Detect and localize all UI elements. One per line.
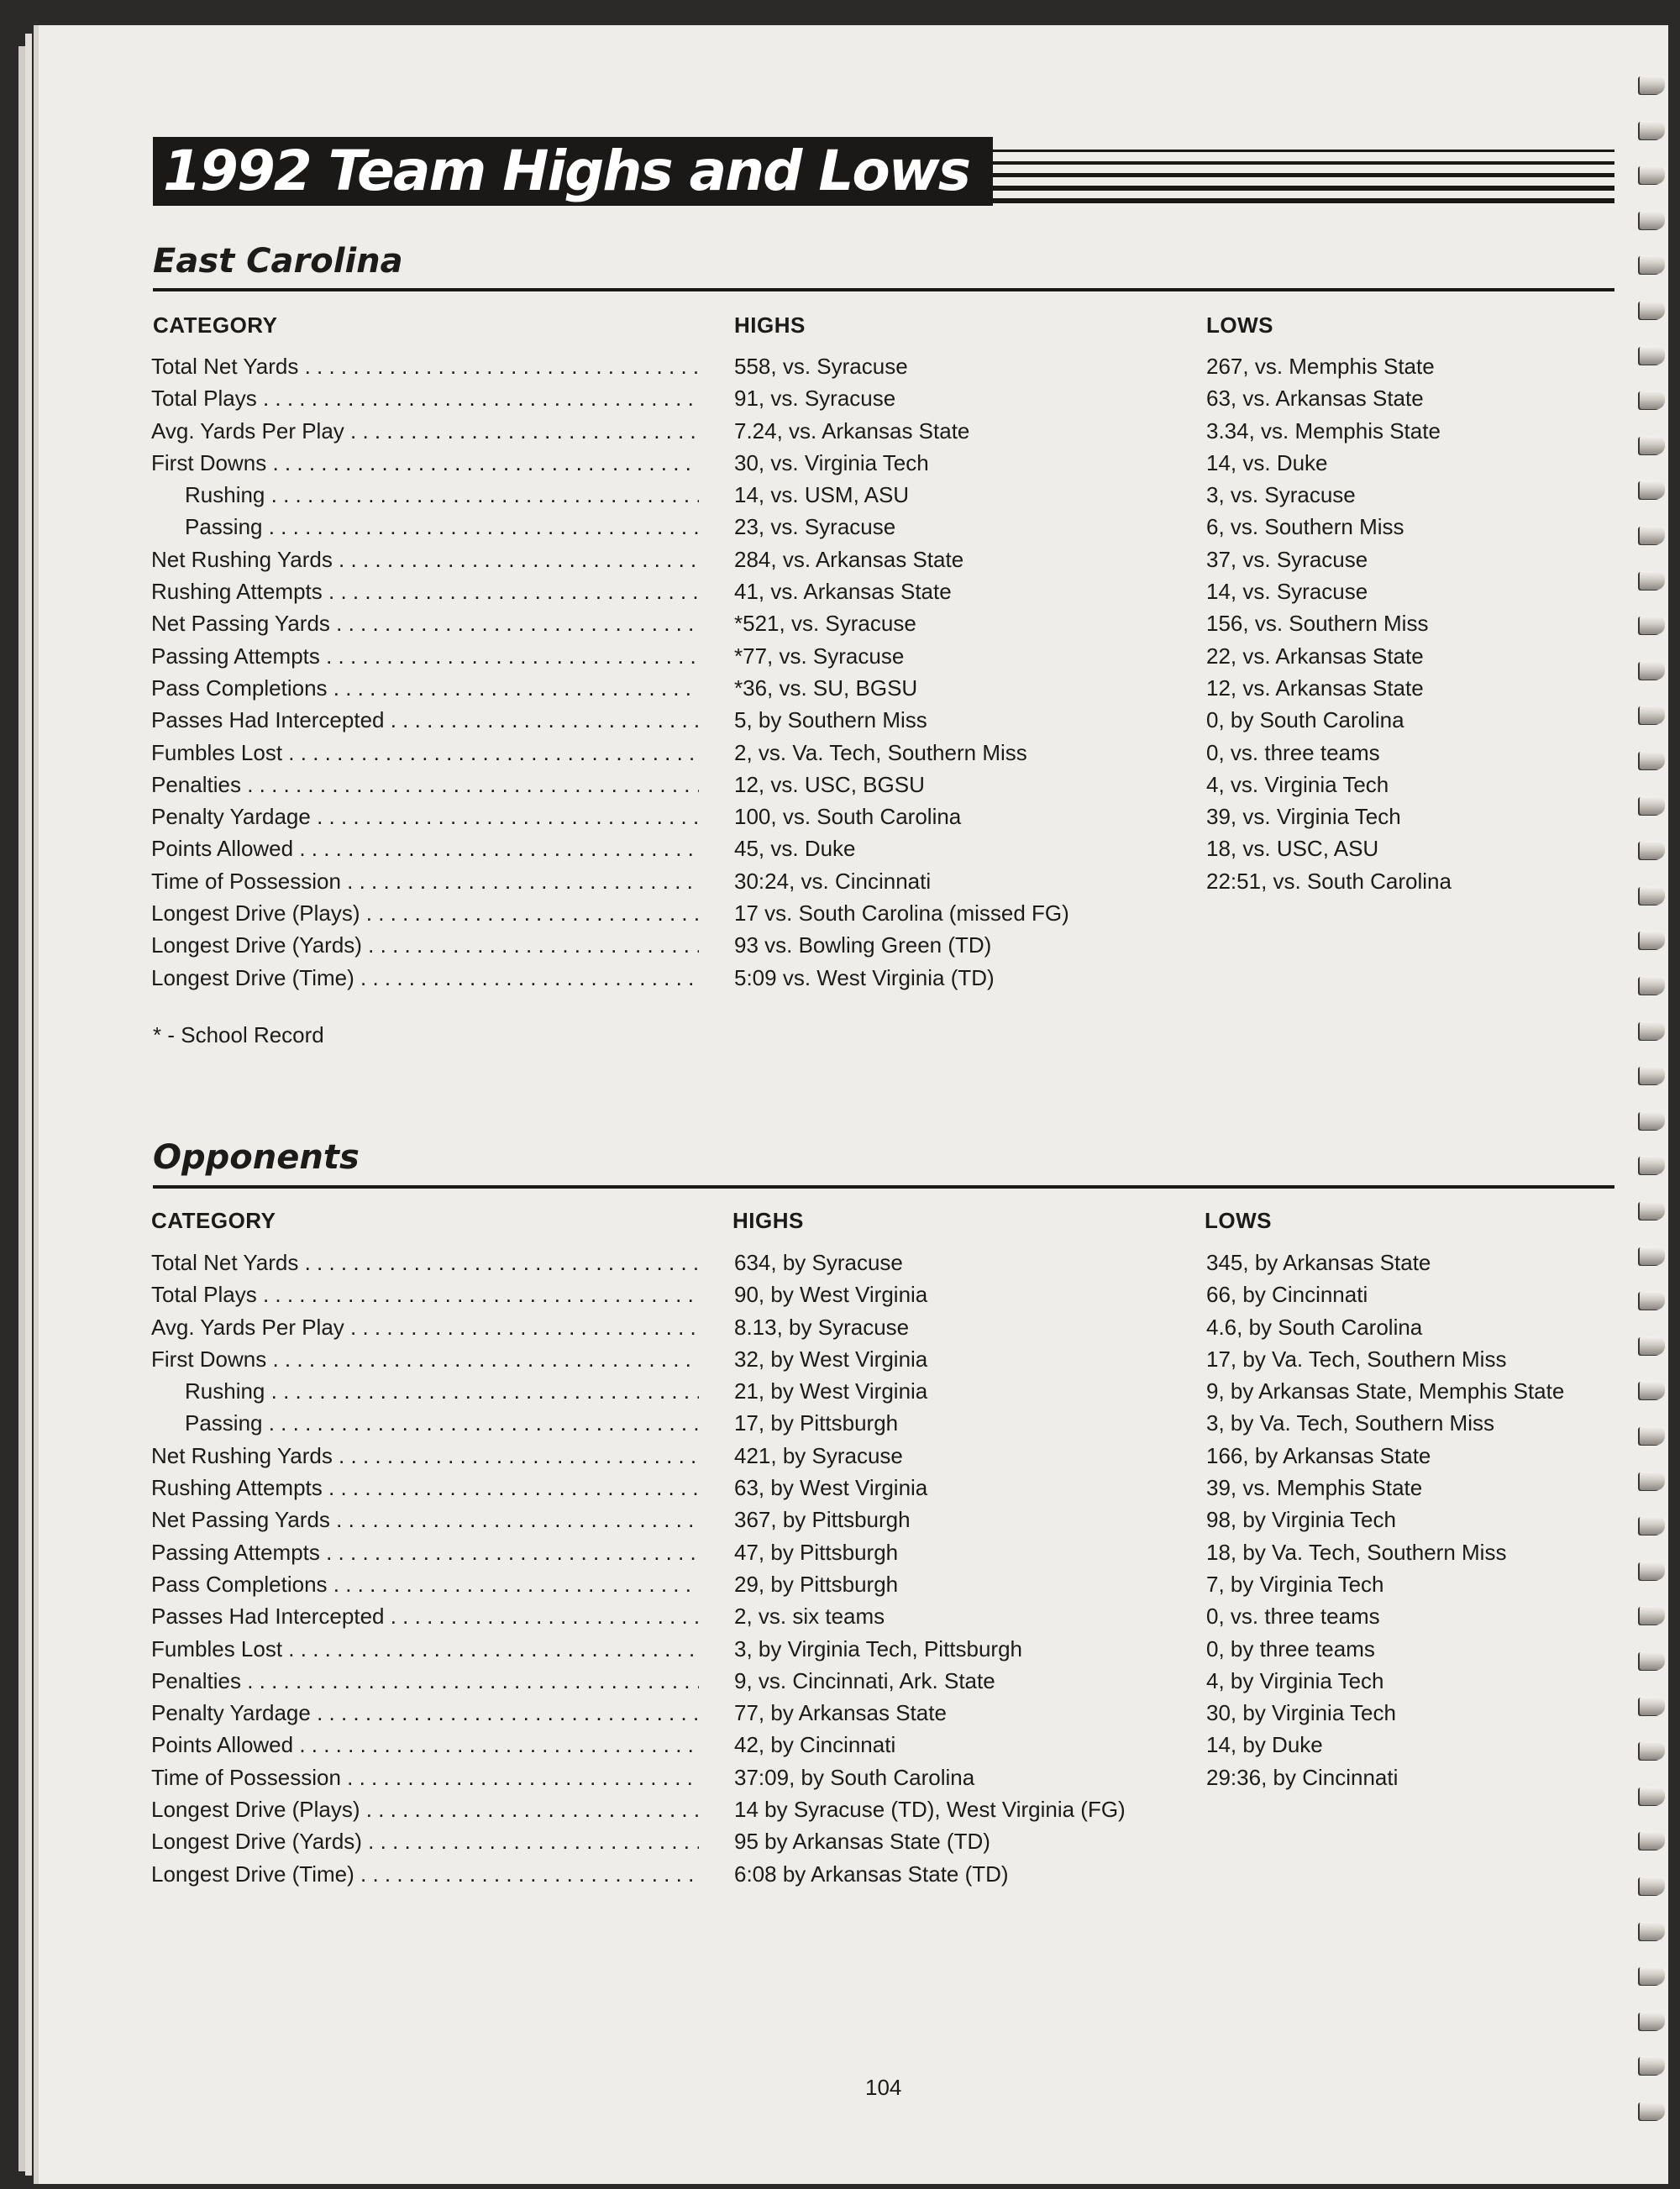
binding-ring [1640,661,1665,680]
column-header-lows: LOWS [1205,1208,1272,1233]
column-header-category: CATEGORY [151,1208,276,1233]
binding-ring [1640,211,1665,229]
category-cell: Net Rushing Yards . . . [151,547,699,573]
table-row [151,611,1613,643]
binding-ring [1640,1966,1665,1985]
table-row [151,965,1613,997]
binding-ring [1640,1021,1665,1040]
binding-ring [1640,1291,1665,1310]
low-cell: 30, by Virginia Tech [1206,1700,1396,1726]
table-row [151,675,1613,707]
high-cell: 421, by Syracuse [734,1442,903,1468]
low-cell: 29:36, by Cincinnati [1206,1764,1399,1790]
high-cell: 12, vs. USC, BGSU [734,771,925,797]
category-cell: Passing . . . [151,514,699,540]
low-cell: 14, by Duke [1206,1732,1323,1758]
low-cell: 3, by Va. Tech, Southern Miss [1206,1410,1494,1436]
low-cell: 18, vs. USC, ASU [1206,836,1379,862]
high-cell: *521, vs. Syracuse [734,611,916,637]
table-row [151,1829,1613,1861]
table-row [151,707,1613,739]
category-cell: Net Rushing Yards . . . [151,1443,699,1469]
high-cell: 5:09 vs. West Virginia (TD) [734,964,995,990]
binding-ring [1640,1472,1665,1490]
low-cell: 6, vs. Southern Miss [1206,514,1404,540]
category-cell: Net Passing Yards . . . [151,1507,699,1533]
binding-ring [1640,1606,1665,1625]
binding-ring [1640,886,1665,905]
table-row [151,1250,1613,1282]
binding-ring [1640,1066,1665,1084]
binding-ring [1640,391,1665,409]
high-cell: 367, by Pittsburgh [734,1507,911,1533]
binding-ring [1640,706,1665,724]
binding-ring [1640,1697,1665,1715]
category-cell: Rushing Attempts . . . [151,1475,699,1501]
high-cell: 9, vs. Cincinnati, Ark. State [734,1667,995,1693]
category-cell: Total Net Yards . . . [151,354,699,380]
high-cell: 32, by West Virginia [734,1346,928,1372]
high-cell: 37:09, by South Carolina [734,1764,975,1790]
low-cell: 267, vs. Memphis State [1206,354,1435,379]
high-cell: 5, by Southern Miss [734,707,927,733]
category-cell: Time of Possession . . . [151,1765,699,1791]
low-cell: 98, by Virginia Tech [1206,1507,1396,1533]
low-cell: 0, by three teams [1206,1635,1375,1661]
table-row [151,1700,1613,1732]
category-cell: Avg. Yards Per Play . . . [151,418,699,444]
table-row [151,1507,1613,1539]
table-row [151,386,1613,417]
table-row [151,514,1613,546]
binding-ring [1640,1156,1665,1174]
high-cell: 91, vs. Syracuse [734,386,896,412]
binding-ring [1640,76,1665,94]
low-cell: 0, by South Carolina [1206,707,1404,733]
binding-ring [1640,1831,1665,1850]
low-cell: 9, by Arkansas State, Memphis State [1206,1378,1565,1404]
table-row [151,1572,1613,1604]
category-cell: Points Allowed . . . [151,1732,699,1758]
low-cell: 166, by Arkansas State [1206,1442,1431,1468]
high-cell: 8.13, by Syracuse [734,1314,910,1340]
table-row [151,804,1613,836]
low-cell: 4.6, by South Carolina [1206,1314,1423,1340]
category-cell: Longest Drive (Yards) . . . [151,932,699,958]
high-cell: 30, vs. Virginia Tech [734,449,929,475]
binding-ring [1640,931,1665,949]
table-row [151,869,1613,900]
binding-ring [1640,346,1665,365]
high-cell: 21, by West Virginia [734,1378,928,1404]
high-cell: 41, vs. Arkansas State [734,579,952,605]
binding-ring [1640,976,1665,995]
high-cell: 2, vs. six teams [734,1604,885,1630]
high-cell: 30:24, vs. Cincinnati [734,868,932,894]
category-cell: Passing Attempts . . . [151,643,699,669]
high-cell: 558, vs. Syracuse [734,354,908,379]
table-row [151,900,1613,932]
category-cell: Points Allowed . . . [151,836,699,862]
high-cell: 29, by Pittsburgh [734,1571,899,1597]
category-cell: Penalties . . . [151,772,699,798]
page-stack-edge [25,34,32,2176]
binding-ring [1640,1787,1665,1805]
table-row [151,579,1613,611]
high-cell: *36, vs. SU, BGSU [734,675,918,701]
binding-ring [1640,1877,1665,1895]
high-cell: 77, by Arkansas State [734,1700,947,1726]
category-cell: Rushing . . . [151,1378,699,1404]
category-cell: Passes Had Intercepted . . . [151,1604,699,1630]
binding-ring [1640,1741,1665,1760]
table-row [151,932,1613,964]
category-cell: Longest Drive (Yards) . . . [151,1829,699,1855]
binding-ring [1640,1651,1665,1670]
binding-ring [1640,1247,1665,1265]
table-row [151,1636,1613,1668]
section-heading-opponents: Opponents [153,1138,360,1177]
table-row [151,1443,1613,1475]
low-cell: 39, vs. Virginia Tech [1206,804,1401,830]
high-cell: 634, by Syracuse [734,1250,903,1275]
high-cell: 3, by Virginia Tech, Pittsburgh [734,1635,1023,1661]
binding-ring [1640,571,1665,590]
table-row [151,450,1613,482]
high-cell: 47, by Pittsburgh [734,1539,899,1565]
column-header-highs: HIGHS [734,312,806,338]
binding-ring [1640,1381,1665,1399]
binding-ring [1640,751,1665,769]
section-heading-east-carolina: East Carolina [153,242,403,281]
binding-ring [1640,841,1665,859]
category-cell: Penalties . . . [151,1668,699,1694]
opponents-table [151,1250,1613,1893]
binding-ring [1640,1426,1665,1445]
low-cell: 22, vs. Arkansas State [1206,643,1424,669]
high-cell: 6:08 by Arkansas State (TD) [734,1861,1009,1887]
binding-ring [1640,1922,1665,1940]
low-cell: 0, vs. three teams [1206,1604,1380,1630]
category-cell: Longest Drive (Time) . . . [151,1861,699,1887]
binding-ring [1640,2056,1665,2075]
table-row [151,772,1613,804]
spiral-binding [1635,76,1668,2150]
low-cell: 63, vs. Arkansas State [1206,386,1424,412]
binding-ring [1640,1562,1665,1580]
table-row [151,643,1613,675]
low-cell: 0, vs. three teams [1206,739,1380,765]
column-header-highs: HIGHS [732,1208,804,1233]
table-row [151,1346,1613,1378]
category-cell: Passes Had Intercepted . . . [151,707,699,733]
table-row [151,1604,1613,1635]
low-cell: 156, vs. Southern Miss [1206,611,1429,637]
category-cell: Fumbles Lost . . . [151,1636,699,1662]
category-cell: Net Passing Yards . . . [151,611,699,637]
table-row [151,547,1613,579]
category-cell: Fumbles Lost . . . [151,740,699,766]
category-cell: Pass Completions . . . [151,675,699,701]
low-cell: 3, vs. Syracuse [1206,482,1356,508]
low-cell: 14, vs. Syracuse [1206,579,1368,605]
table-row [151,1732,1613,1764]
table-row [151,1668,1613,1700]
table-row [151,1282,1613,1314]
binding-ring [1640,1111,1665,1130]
category-cell: First Downs . . . [151,1346,699,1373]
low-cell: 345, by Arkansas State [1206,1250,1431,1275]
category-cell: Time of Possession . . . [151,869,699,895]
category-cell: Total Plays . . . [151,386,699,412]
low-cell: 37, vs. Syracuse [1206,546,1368,572]
category-cell: Rushing . . . [151,482,699,508]
high-cell: 17 vs. South Carolina (missed FG) [734,900,1069,927]
binding-ring [1640,2102,1665,2120]
high-cell: *77, vs. Syracuse [734,643,905,669]
high-cell: 95 by Arkansas State (TD) [734,1829,990,1855]
table-row [151,354,1613,386]
title-decoration-lines [993,150,1614,203]
high-cell: 42, by Cincinnati [734,1732,896,1758]
table-row [151,740,1613,772]
table-row [151,418,1613,450]
high-cell: 90, by West Virginia [734,1282,928,1308]
east-carolina-table [151,354,1613,997]
binding-ring [1640,121,1665,139]
low-cell: 7, by Virginia Tech [1206,1571,1384,1597]
binding-ring [1640,480,1665,499]
binding-ring [1640,796,1665,815]
low-cell: 3.34, vs. Memphis State [1206,417,1441,444]
binding-ring [1640,301,1665,319]
category-cell: First Downs . . . [151,450,699,476]
table-row [151,1861,1613,1893]
low-cell: 18, by Va. Tech, Southern Miss [1206,1539,1507,1565]
high-cell: 2, vs. Va. Tech, Southern Miss [734,739,1027,765]
column-header-lows: LOWS [1206,312,1273,338]
page-stack-edge [18,46,25,2171]
low-cell: 4, vs. Virginia Tech [1206,771,1389,797]
low-cell: 14, vs. Duke [1206,449,1328,475]
low-cell: 12, vs. Arkansas State [1206,675,1424,701]
table-row [151,1410,1613,1442]
binding-ring [1640,526,1665,544]
binding-ring [1640,165,1665,184]
table-row [151,1540,1613,1572]
page-title: 1992 Team Highs and Lows [153,137,993,206]
table-row [151,482,1613,514]
high-cell: 14 by Syracuse (TD), West Virginia (FG) [734,1797,1126,1823]
table-row [151,1378,1613,1410]
category-cell: Avg. Yards Per Play . . . [151,1315,699,1341]
binding-ring [1640,1516,1665,1535]
category-cell: Longest Drive (Plays) . . . [151,1797,699,1823]
high-cell: 284, vs. Arkansas State [734,546,964,572]
binding-ring [1640,255,1665,274]
high-cell: 93 vs. Bowling Green (TD) [734,932,992,958]
binding-ring [1640,2012,1665,2030]
footnote: * - School Record [153,1022,324,1047]
category-cell: Penalty Yardage . . . [151,1700,699,1726]
binding-ring [1640,436,1665,454]
high-cell: 7.24, vs. Arkansas State [734,417,970,444]
column-header-category: CATEGORY [153,312,278,338]
category-cell: Passing . . . [151,1410,699,1436]
low-cell: 4, by Virginia Tech [1206,1667,1384,1693]
category-cell: Pass Completions . . . [151,1572,699,1598]
category-cell: Rushing Attempts . . . [151,579,699,605]
table-row [151,1475,1613,1507]
table-row [151,1765,1613,1797]
section-rule [153,1185,1614,1189]
category-cell: Total Net Yards . . . [151,1250,699,1276]
high-cell: 14, vs. USM, ASU [734,482,910,508]
category-cell: Longest Drive (Time) . . . [151,965,699,991]
category-cell: Passing Attempts . . . [151,1540,699,1566]
category-cell: Penalty Yardage . . . [151,804,699,830]
category-cell: Longest Drive (Plays) . . . [151,900,699,927]
high-cell: 63, by West Virginia [734,1475,928,1501]
table-row [151,836,1613,868]
category-cell: Total Plays . . . [151,1282,699,1308]
high-cell: 23, vs. Syracuse [734,514,896,540]
high-cell: 45, vs. Duke [734,836,856,862]
table-row [151,1797,1613,1829]
low-cell: 22:51, vs. South Carolina [1206,868,1452,894]
low-cell: 17, by Va. Tech, Southern Miss [1206,1346,1507,1372]
low-cell: 66, by Cincinnati [1206,1282,1368,1308]
page-number: 104 [865,2075,902,2100]
section-rule [153,288,1614,291]
table-row [151,1315,1613,1346]
high-cell: 100, vs. South Carolina [734,804,962,830]
binding-ring [1640,1201,1665,1220]
binding-ring [1640,616,1665,634]
low-cell: 39, vs. Memphis State [1206,1475,1423,1501]
binding-ring [1640,1336,1665,1355]
high-cell: 17, by Pittsburgh [734,1410,899,1436]
